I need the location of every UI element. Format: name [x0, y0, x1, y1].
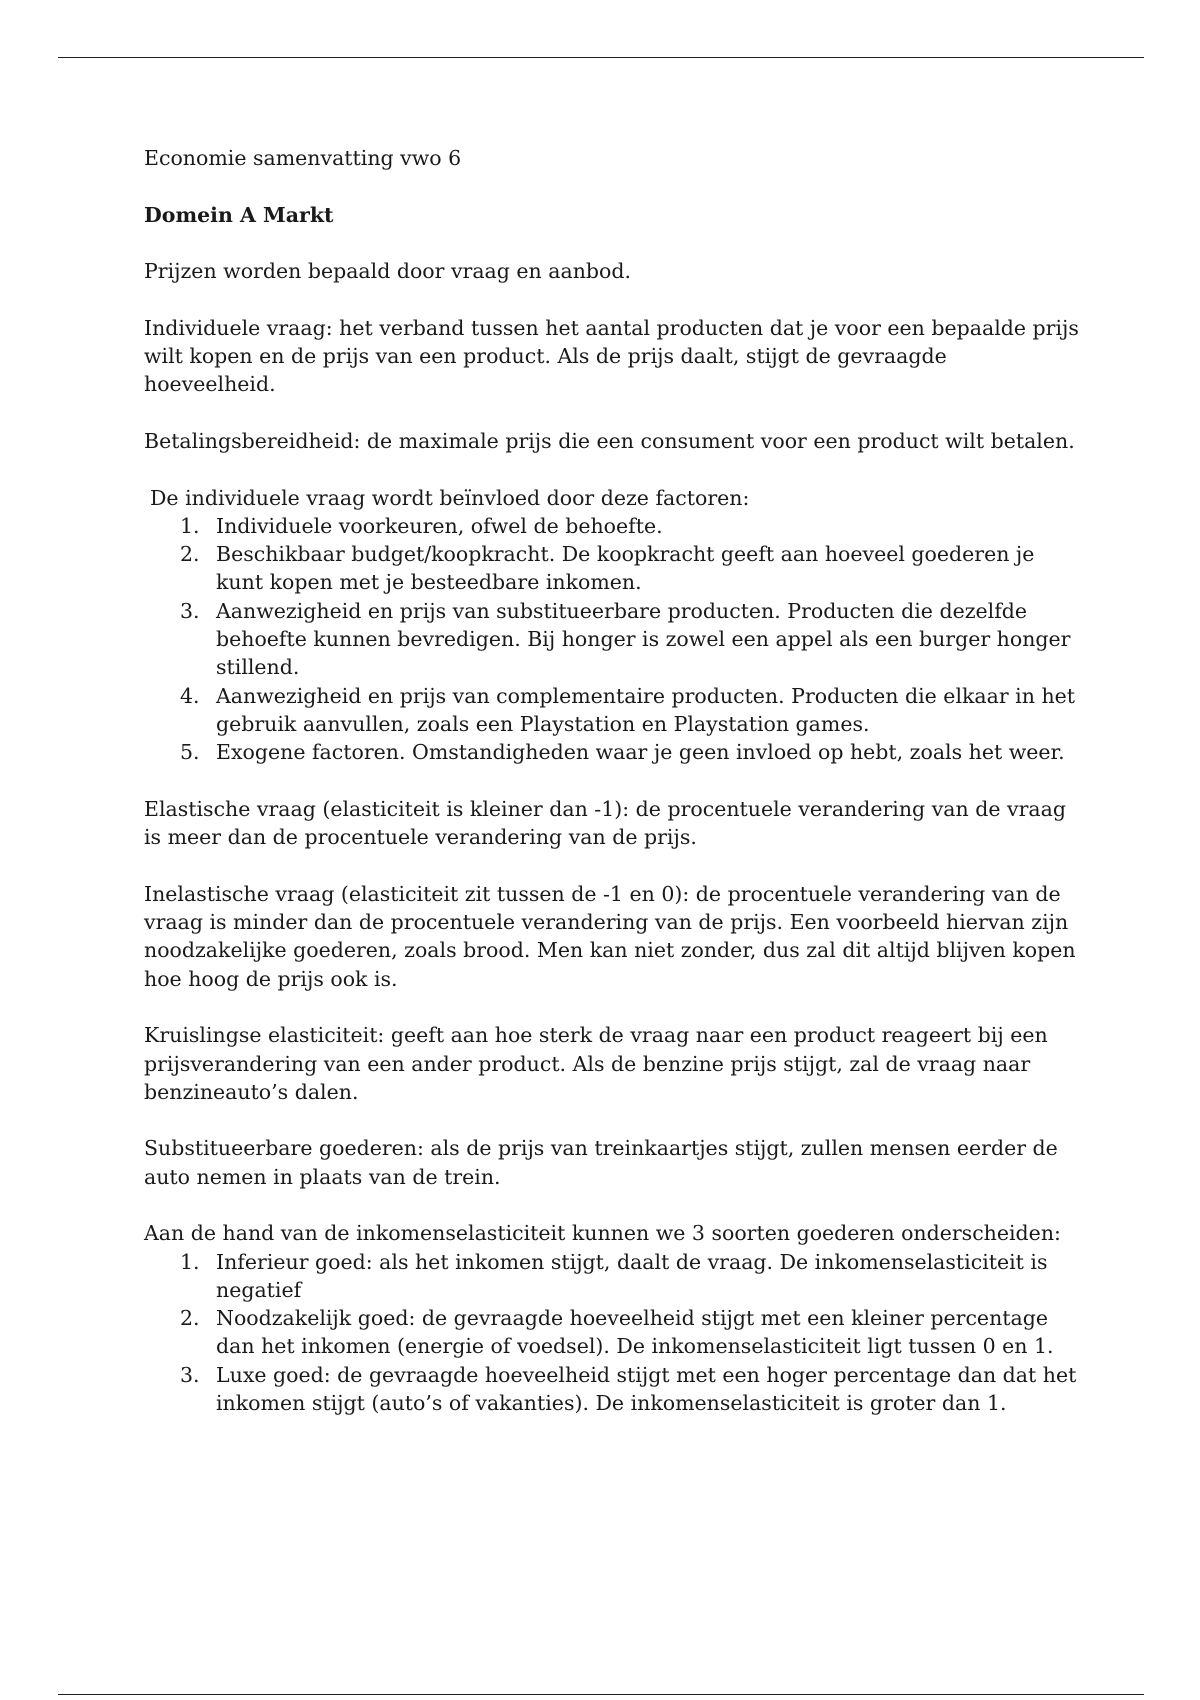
paragraph-factors-intro: De individuele vraag wordt beïnvloed door deze factoren:	[150, 485, 750, 510]
list-item-text: Beschikbaar budget/koopkracht. De koopkracht geeft aan hoeveel goederen je kunt kopen met je besteedbare inkomen.	[216, 542, 1035, 595]
section-heading: Domein A Markt	[144, 202, 334, 227]
list-item-number: 4.	[180, 683, 200, 708]
document-title: Economie samenvatting vwo 6	[144, 146, 462, 170]
list-item	[144, 738, 1079, 766]
footer-rule	[58, 1694, 1144, 1695]
list-item-number: 2.	[180, 542, 200, 567]
list-item	[144, 1361, 1079, 1418]
list-item-number: 1.	[180, 513, 200, 538]
factors-list	[144, 512, 1079, 767]
list-item-number: 3.	[180, 1362, 200, 1387]
paragraph-income-elasticity-intro: Aan de hand van de inkomenselasticiteit kunnen we 3 soorten goederen onderscheiden:	[144, 1221, 1061, 1246]
list-item-text: Individuele voorkeuren, ofwel de behoefte.	[216, 513, 663, 538]
list-item	[144, 1304, 1079, 1361]
list-item-text: Noodzakelijk goed: de gevraagde hoeveelheid stijgt met een kleiner percentage dan het inkomen (energie of voedsel). De inkomenselasticiteit ligt tussen 0 en 1.	[216, 1306, 1054, 1359]
paragraph-prices: Prijzen worden bepaald door vraag en aanbod.	[144, 259, 632, 284]
goods-list	[144, 1248, 1079, 1418]
list-item	[144, 540, 1079, 597]
paragraph-individual-demand: Individuele vraag: het verband tussen het aantal producten dat je voor een bepaalde prijs wilt kopen en de prijs van een product. Als de prijs daalt, stijgt de gevraagde hoeveelheid.	[144, 315, 1079, 397]
paragraph-cross-elasticity: Kruislingse elasticiteit: geeft aan hoe sterk de vraag naar een product reageert bij een prijsverandering van een ander product. Als de benzine prijs stijgt, zal de vraag naar benzineauto’s dalen.	[144, 1023, 1048, 1104]
list-item-number: 1.	[180, 1249, 200, 1274]
list-item	[144, 512, 1079, 540]
paragraph-substitute-goods: Substitueerbare goederen: als de prijs van treinkaartjes stijgt, zullen mensen eerder de auto nemen in plaats van de trein.	[144, 1136, 1058, 1189]
list-item-text: Aanwezigheid en prijs van substitueerbare producten. Producten die dezelfde behoefte kunnen bevredigen. Bij honger is zowel een appel als een burger honger stillend.	[216, 598, 1071, 680]
list-item	[144, 682, 1079, 739]
paragraph-inelastic-demand: Inelastische vraag (elasticiteit zit tussen de -1 en 0): de procentuele verandering van de vraag is minder dan de procentuele verandering van de prijs. Een voorbeeld hiervan zijn noodzakelijke goederen, zoals brood. Men kan niet zonder, dus zal dit altijd blijven kopen hoe hoog de prijs ook is.	[144, 881, 1076, 991]
list-item-number: 2.	[180, 1306, 200, 1331]
list-item	[144, 1248, 1079, 1305]
paragraph-willingness-to-pay: Betalingsbereidheid: de maximale prijs die een consument voor een product wilt betalen.	[144, 428, 1075, 453]
list-item	[144, 597, 1079, 682]
paragraph-elastic-demand: Elastische vraag (elasticiteit is kleiner dan -1): de procentuele verandering van de vraag is meer dan de procentuele verandering van de prijs.	[144, 796, 1066, 850]
list-item-number: 3.	[180, 598, 200, 623]
list-item-text: Exogene factoren. Omstandigheden waar je geen invloed op hebt, zoals het weer.	[216, 740, 1065, 765]
list-item-number: 5.	[180, 740, 200, 765]
header-rule	[58, 57, 1144, 58]
list-item-text: Aanwezigheid en prijs van complementaire producten. Producten die elkaar in het gebruik aanvullen, zoals een Playstation en Playstation games.	[216, 683, 1076, 736]
list-item-text: Luxe goed: de gevraagde hoeveelheid stijgt met een hoger percentage dan dat het inkomen stijgt (auto’s of vakanties). De inkomenselasticiteit is groter dan 1.	[216, 1362, 1077, 1416]
list-item-text: Inferieur goed: als het inkomen stijgt, daalt de vraag. De inkomenselasticiteit is negatief	[216, 1249, 1048, 1302]
document-body	[144, 144, 1079, 1446]
